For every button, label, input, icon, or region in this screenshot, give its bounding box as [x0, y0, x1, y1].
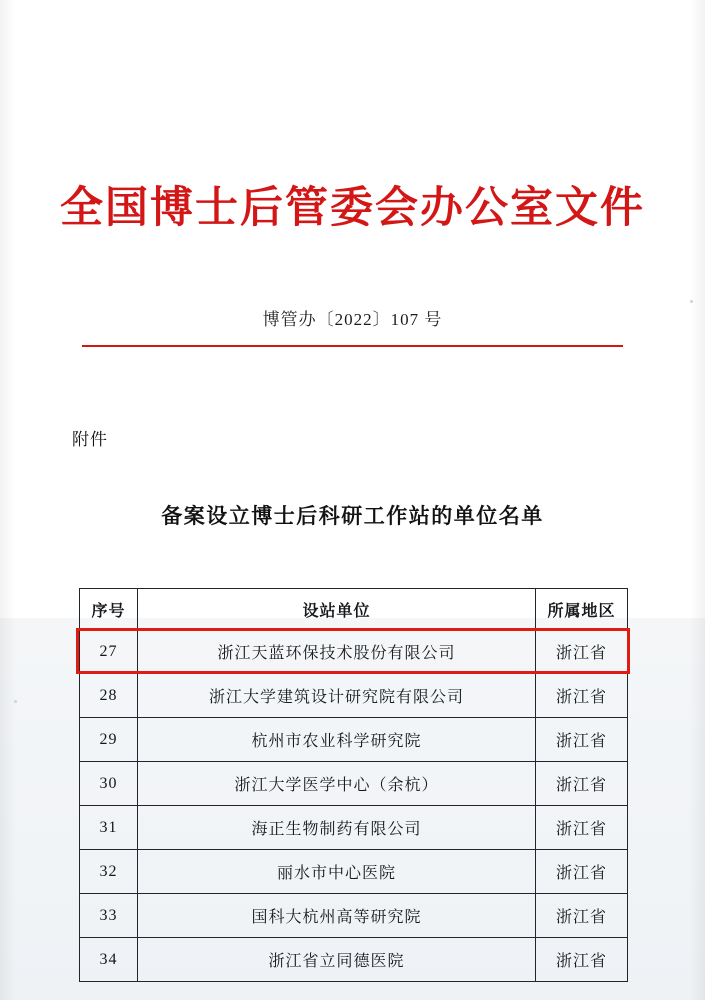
list-title: 备案设立博士后科研工作站的单位名单	[161, 504, 544, 528]
cell-seq: 32	[80, 850, 138, 894]
cell-unit: 浙江大学建筑设计研究院有限公司	[138, 674, 536, 718]
table-row	[80, 762, 628, 806]
cell-seq: 34	[80, 938, 138, 982]
cell-seq: 27	[80, 630, 138, 674]
table-row	[80, 674, 628, 718]
column-header-seq: 序号	[80, 589, 138, 630]
cell-unit: 国科大杭州高等研究院	[138, 894, 536, 938]
cell-unit: 浙江省立同德医院	[138, 938, 536, 982]
cell-unit: 浙江大学医学中心（余杭）	[138, 762, 536, 806]
table-row	[80, 630, 628, 674]
table-row	[80, 938, 628, 982]
cell-region: 浙江省	[536, 718, 628, 762]
cell-seq: 31	[80, 806, 138, 850]
cell-seq: 30	[80, 762, 138, 806]
unit-list-table-wrapper	[79, 588, 627, 982]
attachment-label: 附件	[72, 430, 108, 449]
cell-region: 浙江省	[536, 762, 628, 806]
cell-region: 浙江省	[536, 850, 628, 894]
cell-region: 浙江省	[536, 938, 628, 982]
page-edge-shadow-left	[0, 0, 16, 1000]
scan-speck	[690, 300, 693, 303]
page-edge-shadow-right	[689, 0, 705, 1000]
scan-speck	[14, 700, 17, 703]
document-number: 博管办〔2022〕107 号	[262, 310, 443, 329]
cell-region: 浙江省	[536, 674, 628, 718]
table-row	[80, 850, 628, 894]
cell-region: 浙江省	[536, 806, 628, 850]
cell-region: 浙江省	[536, 894, 628, 938]
table-row	[80, 894, 628, 938]
cell-region: 浙江省	[536, 630, 628, 674]
table-row	[80, 718, 628, 762]
document-title: 全国博士后管委会办公室文件	[60, 185, 645, 232]
cell-seq: 29	[80, 718, 138, 762]
cell-unit: 海正生物制药有限公司	[138, 806, 536, 850]
cell-unit: 杭州市农业科学研究院	[138, 718, 536, 762]
cell-seq: 28	[80, 674, 138, 718]
table-row	[80, 806, 628, 850]
cell-unit: 浙江天蓝环保技术股份有限公司	[138, 630, 536, 674]
column-header-unit: 设站单位	[138, 589, 536, 630]
cell-seq: 33	[80, 894, 138, 938]
column-header-region: 所属地区	[536, 589, 628, 630]
table-header-row	[80, 589, 628, 630]
red-divider-rule	[82, 345, 623, 347]
cell-unit: 丽水市中心医院	[138, 850, 536, 894]
unit-list-table	[79, 588, 628, 982]
